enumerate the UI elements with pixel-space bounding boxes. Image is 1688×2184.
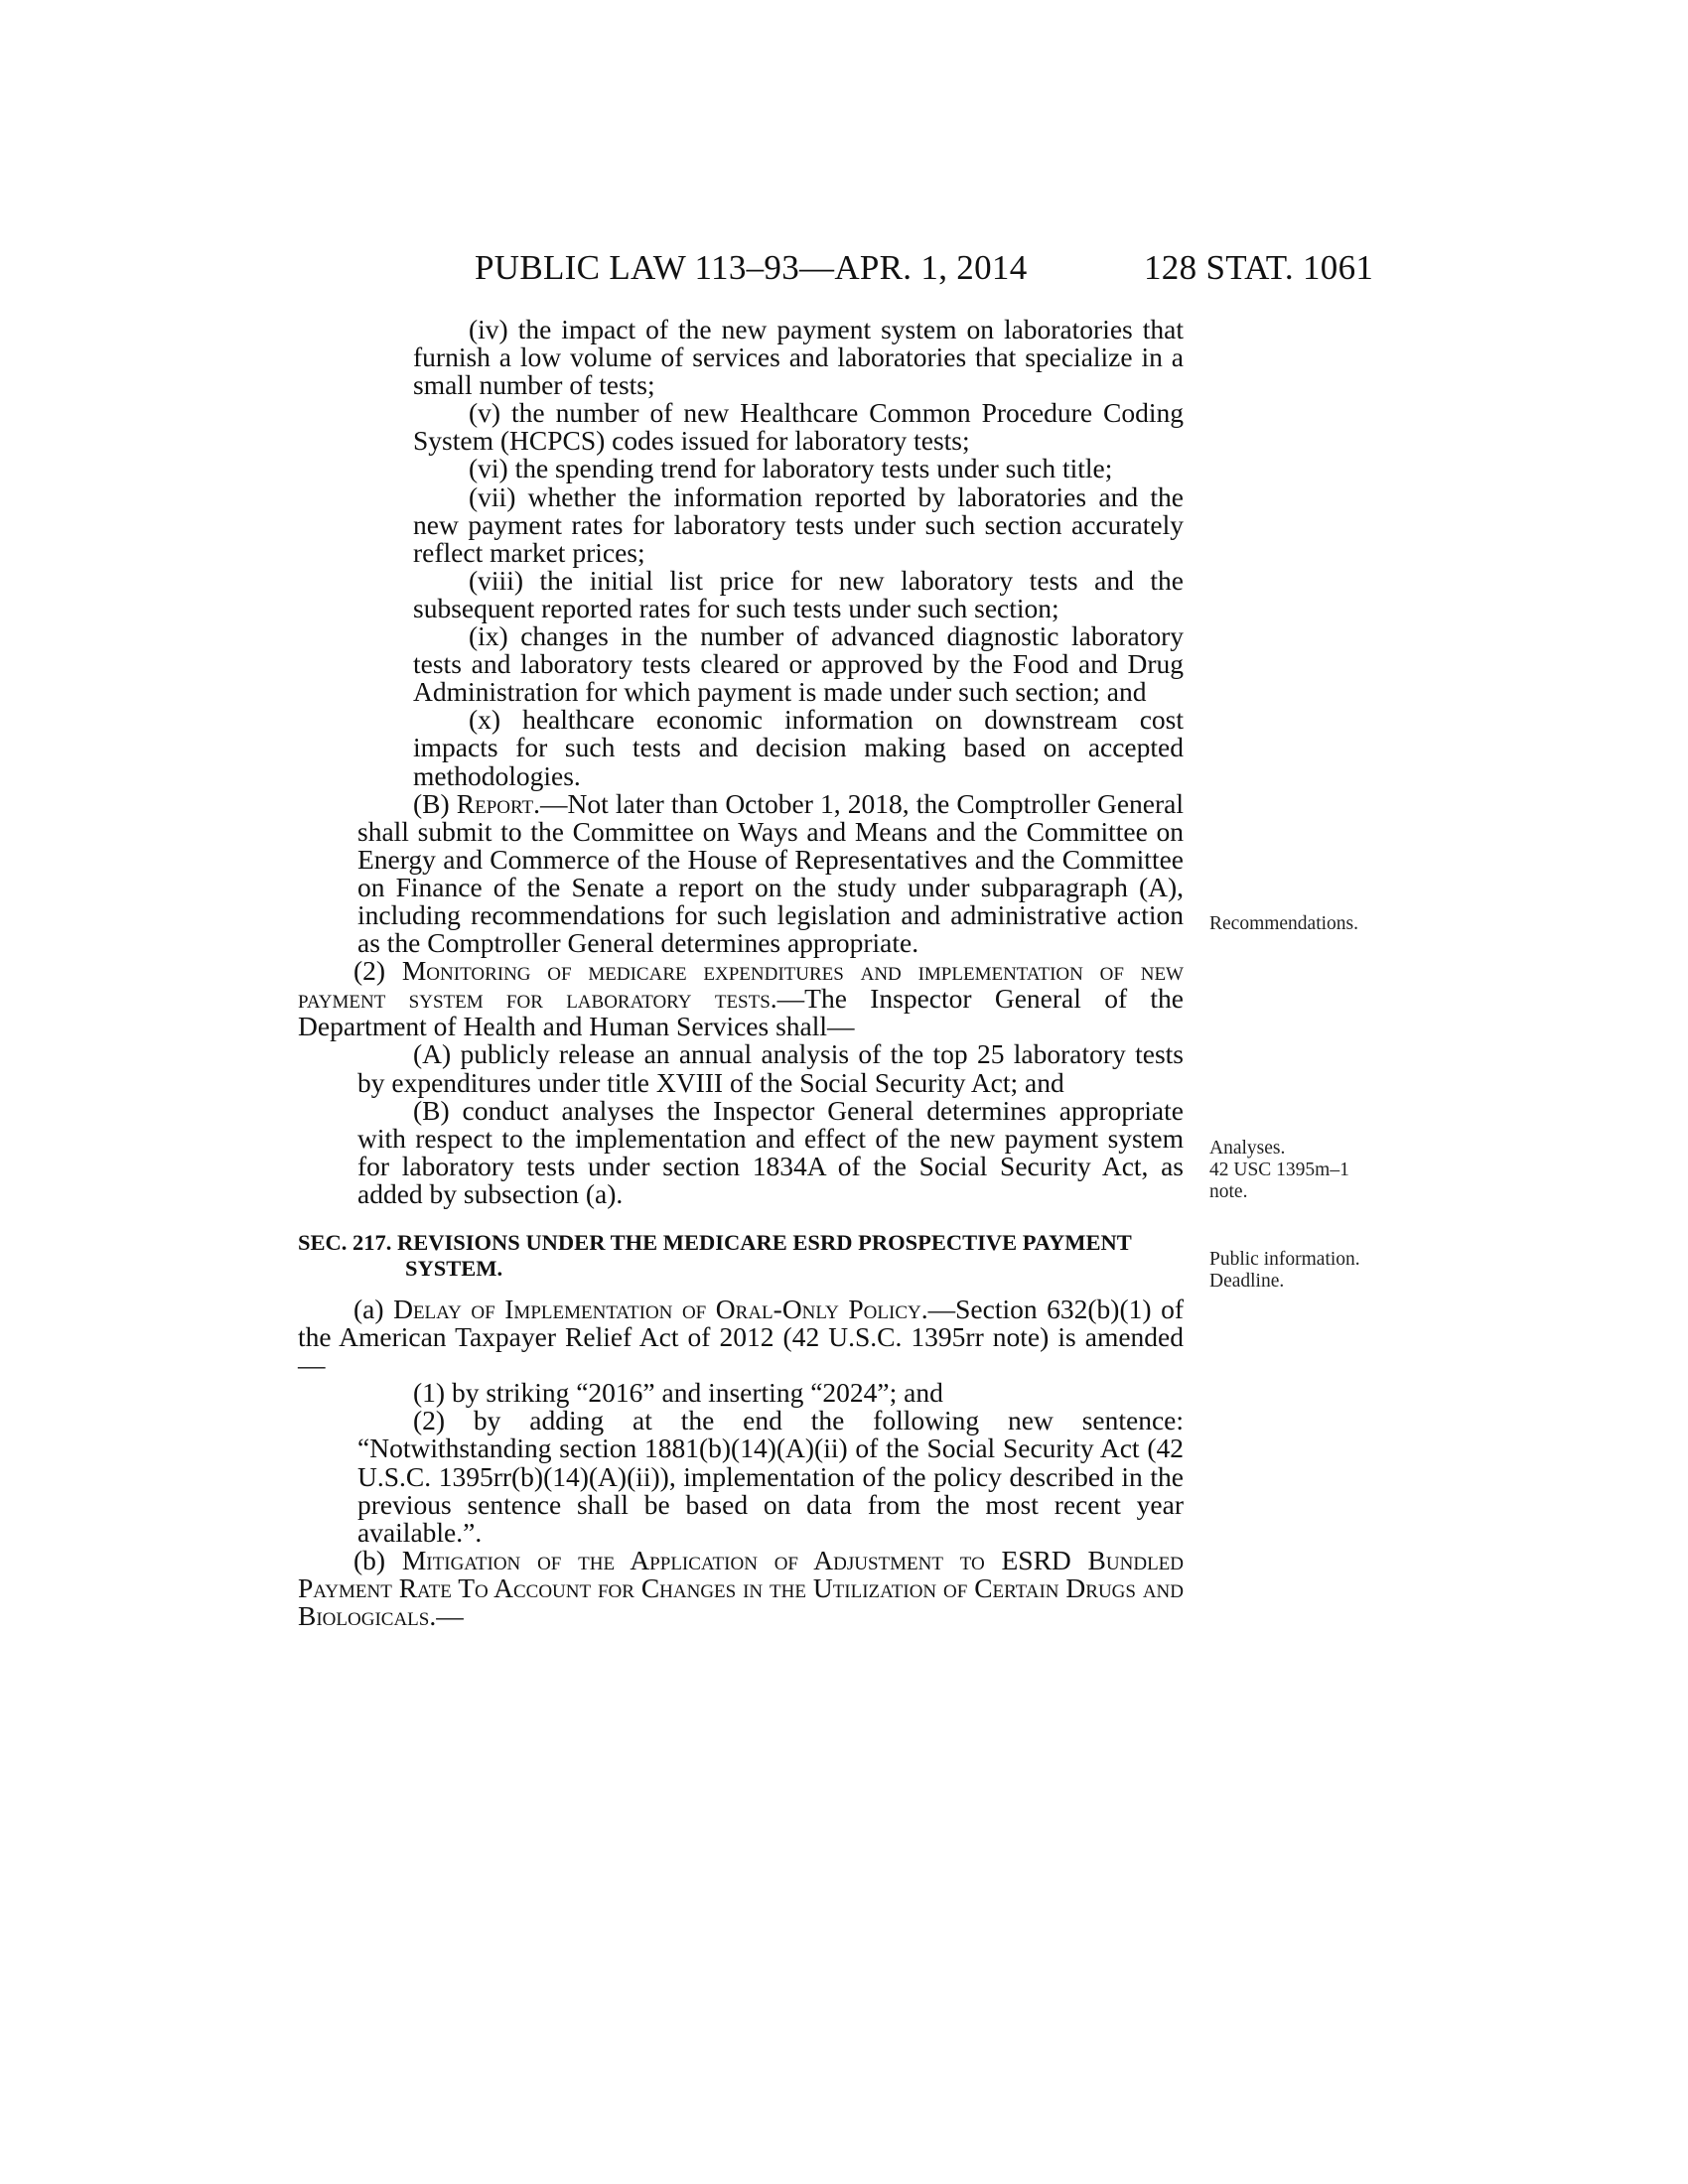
clause-iv: (iv) the impact of the new payment system on laboratories that furnish a low volume of services and laboratories that specialize in a small number of tests;	[413, 314, 1184, 401]
section-217-heading: SEC. 217. REVISIONS UNDER THE MEDICARE ESRD PROSPECTIVE PAYMENT SYSTEM.	[298, 1230, 1132, 1281]
margin-note-public-information	[1209, 1249, 1368, 1293]
subsection-b-text: .—	[429, 1600, 464, 1632]
margin-note-recommendations	[1209, 913, 1368, 935]
subparagraph-b-report	[298, 787, 1184, 959]
subsection-a	[298, 1296, 1184, 1379]
subsection-b	[298, 1544, 1184, 1632]
clause-vi: (vi) the spending trend for laboratory tests under such title;	[469, 453, 1113, 484]
subparagraph-b-heading: Report	[456, 787, 534, 819]
margin-note-analyses-text: Analyses.	[1209, 1138, 1286, 1159]
subparagraph-2a: (A) publicly release an annual analysis of the top 25 laboratory tests by expenditures under title XVIII of the Social Security Act; and	[357, 1038, 1184, 1098]
margin-note-analyses	[1209, 1138, 1368, 1203]
subsection-a-text: .—Section 632(b)(1) of the American Taxpayer Relief Act of 2012 (42 U.S.C. 1395rr note) is amended—	[298, 1294, 1185, 1381]
statute-body	[298, 316, 1184, 1630]
paragraph-2-label: (2)	[353, 955, 402, 987]
clause-viii: (viii) the initial list price for new laboratory tests and the subsequent reported rates for such tests under such section;	[413, 564, 1184, 623]
running-header-law: PUBLIC LAW 113–93—APR. 1, 2014	[475, 248, 1028, 287]
paragraph-2-text: .—The Inspector General of the Department of Health and Human Services shall—	[298, 983, 1185, 1042]
clause-x: (x) healthcare economic information on downstream cost impacts for such tests and decision making based on accepted methodologies.	[413, 704, 1184, 791]
margin-note-deadline: Deadline.	[1209, 1271, 1285, 1292]
subparagraph-b-text: .—Not later than October 1, 2018, the Comptroller General shall submit to the Committee on Ways and Means and the Committee on Energy and Commerce of the House of Representatives and the Committee on Finance of the Senate a report on the study under subparagraph (A), including recommendations for such legislation and administrative action as the Comptroller General determines appropriate.	[357, 787, 1184, 959]
subsection-b-heading: Mitigation of the Application of Adjustment to ESRD Bundled Payment Rate To Account for Changes in the Utilization of Certain Drugs and Biologicals	[298, 1544, 1184, 1632]
subsection-a-heading: Delay of Implementation of Oral-Only Policy	[393, 1294, 921, 1324]
subparagraph-b-label: (B)	[413, 787, 457, 819]
subsection-b-label: (b)	[353, 1544, 402, 1575]
clause-v: (v) the number of new Healthcare Common Procedure Coding System (HCPCS) codes issued for laboratory tests;	[413, 397, 1184, 457]
margin-note-usc-cite: 42 USC 1395m–1 note.	[1209, 1160, 1349, 1202]
subsection-a-paragraph-2: (2) by adding at the end the following new sentence: “Notwithstanding section 1881(b)(14)(A)(ii) of the Social Security Act (42 U.S.C. 1395rr(b)(14)(A)(ii)), implementation of the policy described in the previous sentence shall be based on data from the most recent year available.”.	[357, 1405, 1184, 1548]
margin-note-public-information-text: Public information.	[1209, 1249, 1360, 1270]
subparagraph-2b: (B) conduct analyses the Inspector General determines appropriate with respect to the implementation and effect of the new payment system for laboratory tests under section 1834A of the Social Security Act, as added by subsection (a).	[357, 1094, 1184, 1209]
running-header-stat: 128 STAT. 1061	[1144, 248, 1374, 287]
paragraph-2-monitoring	[298, 957, 1184, 1040]
margin-note-recommendations-text: Recommendations.	[1209, 913, 1359, 934]
clause-vii: (vii) whether the information reported by laboratories and the new payment rates for laboratory tests under such section accurately reflect market prices;	[413, 480, 1184, 568]
clause-ix: (ix) changes in the number of advanced diagnostic laboratory tests and laboratory tests cleared or approved by the Food and Drug Administration for which payment is made under such section; and	[413, 620, 1184, 708]
subsection-a-label: (a)	[353, 1294, 394, 1324]
subsection-a-paragraph-1: (1) by striking “2016” and inserting “2024”; and	[413, 1377, 943, 1409]
paragraph-2-heading: Monitoring of medicare expenditures and implementation of new payment system for laboratory tests	[298, 955, 1184, 1015]
